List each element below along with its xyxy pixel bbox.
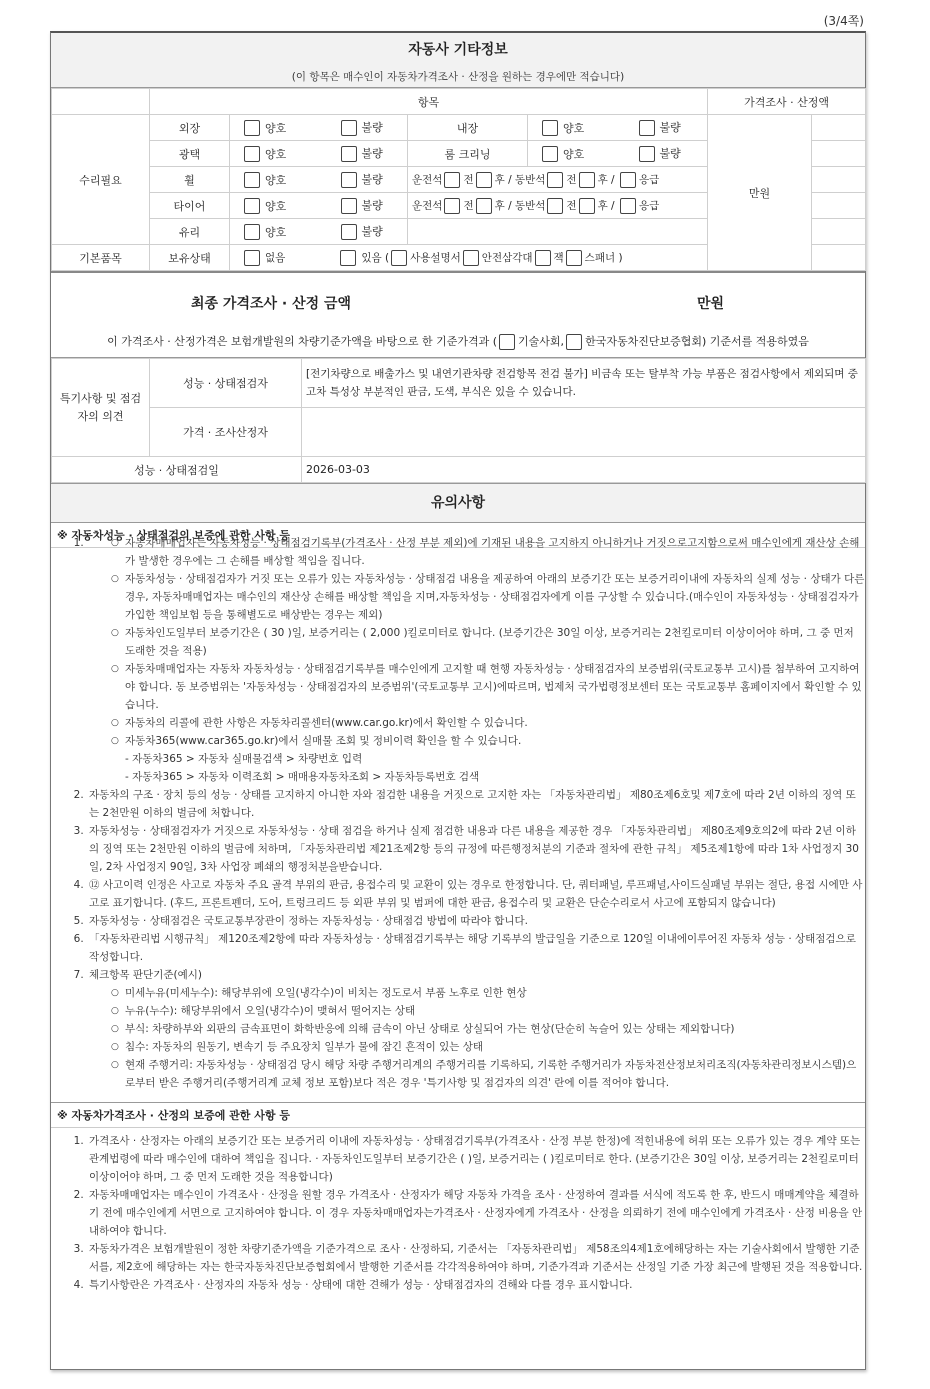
checkbox-tire-emergency[interactable] <box>620 198 636 214</box>
row-label-tire: 타이어 <box>150 193 230 219</box>
jack-label: 잭 <box>553 251 564 264</box>
section1-title: ※ 자동차성능 · 상태점검의 보증에 관한 사항 등 <box>51 523 865 548</box>
option-label: 양호 <box>265 122 287 135</box>
list-item: ○ 침수: 자동차의 원동기, 변속기 등 주요장치 일부가 물에 잠긴 흔적이 있는 상태 <box>113 1038 865 1056</box>
checkbox-exterior-bad[interactable] <box>341 120 357 136</box>
checkbox-interior-bad[interactable] <box>639 120 655 136</box>
tire-rear-label: 후 <box>494 199 505 212</box>
price-cell <box>812 141 866 167</box>
option-label: 불량 <box>361 121 383 134</box>
option-label: 불량 <box>361 199 383 212</box>
checkbox-cleaning-good[interactable] <box>542 146 558 162</box>
list-item: 3. 자동차가격은 보험개발원이 정한 차량기준가액을 기준가격으로 조사 · 산정하되, 기준서는 「자동차관리법」 제58조의4제1호에해당하는 자는 기술사회에서 발행한 기준서를, 제2호에 해당하는 자는 한국자동차진단보증협회에서 발행한 기준서를 각각적용하여야 하며, 기준가격과 기준서는 산정일 기준 가장 최근에 발행된 것을 적용합니다. <box>87 1240 865 1276</box>
checkbox-glass-bad[interactable] <box>341 224 357 240</box>
sub-list <box>89 984 865 1092</box>
checkbox-tire-passenger-front[interactable] <box>547 198 563 214</box>
row-label-wheel: 휠 <box>150 167 230 193</box>
option-label: 양호 <box>563 148 585 161</box>
final-price-note: 이 가격조사 · 산정가격은 보험개발원의 차량기준가액을 바탕으로 한 기준가격과 ( 기술사회, 한국자동차진단보증협회) 기준서를 적용하였음 <box>107 335 809 348</box>
price-cell <box>812 167 866 193</box>
list-item: 4. ⑫ 사고이력 인정은 사고로 자동차 주요 골격 부위의 판금, 용접수리 및 교환이 있는 경우로 한정합니다. 단, 쿼터패널, 루프패널,사이드실패널 부위는 절단, 용접 시에만 사고로 표기합니다. (후드, 프론트펜더, 도어, 트렁크리드 등 외판 부위 및 범퍼에 대한 판금, 용접수리 및 교환은 단순수리로서 사고에 포함되지 않습니다) <box>87 876 865 912</box>
list-item: 2. 자동차매매업자는 매수인이 가격조사 · 산정을 원할 경우 가격조사 · 산정자가 해당 자동차 가격을 조사 · 산정하여 결과를 서식에 적도록 한 후, 반드시 매매계약을 체결하기 전에 매수인에게 서면으로 고지하여야 합니다. 이 경우 자동차매매업자는가격조사 · 산정자에게 가격조사 · 산정을 의뢰하기 전에 매수인에게 가격조사 · 산정 비용을 안내하여야 합니다. <box>87 1186 865 1240</box>
list-item: 2. 자동차의 구조 · 장치 등의 성능 · 상태를 고지하지 아니한 자와 점검한 내용을 거짓으로 고지한 자는 「자동차관리법」 제80조제6호및 제7호에 따라 2년 이하의 징역 또는 2천만원 이하의 벌금에 처합니다. <box>87 786 865 822</box>
checkbox-jack[interactable] <box>535 250 551 266</box>
checkbox-exterior-good[interactable] <box>244 120 260 136</box>
tire-passenger-label: 동반석 <box>514 199 546 212</box>
section1-list <box>51 534 865 1092</box>
wheel-rear-label: 후 <box>494 173 505 186</box>
checkbox-wheel-driver-rear[interactable] <box>476 172 492 188</box>
checkbox-spanner[interactable] <box>566 250 582 266</box>
option-label: 불량 <box>361 173 383 186</box>
empty-cell <box>408 219 708 245</box>
option-label: 양호 <box>563 122 585 135</box>
section2-list <box>51 1132 865 1294</box>
repair-needed-label: 수리필요 <box>52 115 150 245</box>
sub-list <box>89 534 865 750</box>
checkbox-triangle[interactable] <box>463 250 479 266</box>
tire-front-label: 전 <box>463 199 474 212</box>
triangle-label: 안전삼각대 <box>481 251 533 264</box>
final-price-unit: 만원 <box>697 296 725 312</box>
row-label-exterior: 외장 <box>150 115 230 141</box>
tire-rear-label: 후 <box>597 199 608 212</box>
option-label: 불량 <box>659 147 681 160</box>
inspection-date-label: 성능 · 상태점검일 <box>52 457 302 483</box>
performance-inspector-label: 성능 · 상태점검자 <box>150 359 302 408</box>
list-item: ○ 자동차365(www.car365.go.kr)에서 실매물 조회 및 정비이력 확인을 할 수 있습니다. <box>113 732 865 750</box>
checkbox-tire-driver-rear[interactable] <box>476 198 492 214</box>
col-header-item: 항목 <box>150 89 708 115</box>
checkbox-glass-good[interactable] <box>244 224 260 240</box>
price-cell <box>812 115 866 141</box>
wheel-front-label: 전 <box>463 173 474 186</box>
final-price-title: 최종 가격조사 · 산정 금액 <box>191 296 352 312</box>
checkbox-interior-good[interactable] <box>542 120 558 136</box>
section2-body <box>51 1132 865 1294</box>
page-title: 자동사 기타정보 <box>408 42 508 58</box>
checkbox-wheel-passenger-front[interactable] <box>547 172 563 188</box>
opinion-table <box>51 358 866 483</box>
checkbox-wheel-bad[interactable] <box>341 172 357 188</box>
option-label: 불량 <box>361 147 383 160</box>
list-item: 4. 특기사항란은 가격조사 · 산정자의 자동차 성능 · 상태에 대한 견해가 성능 · 상태점검자의 견해와 다를 경우 표시합니다. <box>87 1276 865 1294</box>
checkbox-tire-good[interactable] <box>244 198 260 214</box>
price-cell <box>812 193 866 219</box>
document-sheet <box>50 31 866 1370</box>
price-unit: 만원 <box>708 115 812 271</box>
price-appraiser-label: 가격 · 조사산정자 <box>150 408 302 457</box>
item7-title: 체크항목 판단기준(예시) <box>89 969 202 981</box>
section2-title: ※ 자동차가격조사 · 산정의 보증에 관한 사항 등 <box>51 1103 865 1128</box>
checkbox-wheel-emergency[interactable] <box>620 172 636 188</box>
list-item <box>87 966 865 1092</box>
final-price-block <box>51 271 865 358</box>
checkbox-wheel-passenger-rear[interactable] <box>579 172 595 188</box>
checkbox-tire-bad[interactable] <box>341 198 357 214</box>
section1-body <box>51 534 865 1092</box>
checkbox-wheel-good[interactable] <box>244 172 260 188</box>
col-header-price: 가격조사 · 산정액 <box>708 89 866 115</box>
caution-title: 유의사항 <box>51 483 865 523</box>
page-subtitle: (이 항목은 매수인이 자동차가격조사 · 산정을 원하는 경우에만 적습니다) <box>291 71 625 83</box>
opinion-label: 특기사항 및 점검자의 의견 <box>52 359 150 457</box>
page-number: (3/4쪽) <box>823 14 864 28</box>
list-item: 5. 자동차성능 · 상태점검은 국토교통부장관이 정하는 자동차성능 · 상태점검 방법에 따라야 합니다. <box>87 912 865 930</box>
tire-driver-label: 운전석 <box>412 199 443 212</box>
possession-none-label: 없음 <box>265 252 286 264</box>
basic-items-label: 기본품목 <box>52 245 150 271</box>
section2 <box>51 1102 865 1294</box>
list-item: ○ 1. 자동차매매업자는 자동차성능 · 상태점검기록부(가격조사 · 산정 부분 제외)에 기재된 내용을 고지하지 아니하거나 거짓으로고지함으로써 매수인에게 재산상 손해가 발생한 경우에는 그 손해를 배상할 책임을 집니다. <box>113 534 865 570</box>
list-item: ○ 자동차매매업자는 자동차 자동차성능 · 상태점검기록부를 매수인에게 고지할 때 현행 자동차성능 · 상태점검자의 보증범위(국토교통부 고시)를 첨부하여 고지하여야 합니다. 동 보증범위는 '자동차성능 · 상태점검자의 보증범위'(국토교통부 고시)에따르며, 법제처 국가법령정보센터 또는 국토교통부 홈페이지에서 확인할 수 있습니다. <box>113 660 865 714</box>
possession-exists-label: 있음 ( <box>361 251 390 264</box>
row-label-polish: 광택 <box>150 141 230 167</box>
table-corner <box>52 89 150 115</box>
wheel-driver-label: 운전석 <box>412 173 443 186</box>
checkbox-wheel-driver-front[interactable] <box>444 172 460 188</box>
path-line: - 자동차365 > 자동차 이력조회 > 매매용자동차조회 > 자동차등록번호 검색 <box>125 771 480 783</box>
option-label: 양호 <box>265 200 287 213</box>
price-cell <box>812 245 866 271</box>
list-item: ○ 자동차의 리콜에 관한 사항은 자동차리콜센터(www.car.go.kr)에서 확인할 수 있습니다. <box>113 714 865 732</box>
list-item: 3. 자동차성능 · 상태점검자가 거짓으로 자동차성능 · 상태 점검을 하거나 실제 점검한 내용과 다른 내용을 제공한 경우 「자동차관리법」 제80조제9호의2에 따라 2년 이하의 징역 또는 2천만원 이하의 벌금에 처하며, 「자동차관리법 제21조제2항 등의 규정에 따른행정처분의 기준과 절차에 관한 규칙」 제5조제1항에 따라 1차 사업정지 30일, 2차 사업정지 90일, 3차 사업장 폐쇄의 행정처분을받습니다. <box>87 822 865 876</box>
list-item: ○ 부식: 차량하부와 외판의 금속표면이 화학반응에 의해 금속이 아닌 상태로 상실되어 가는 현상(단순히 녹슬어 있는 상태는 제외합니다) <box>113 1020 865 1038</box>
checkbox-possession-exists[interactable] <box>340 250 356 266</box>
checkbox-polish-bad[interactable] <box>341 146 357 162</box>
list-item: 1. 가격조사 · 산정자는 아래의 보증기간 또는 보증거리 이내에 자동차성능 · 상태점검기록부(가격조사 · 산정 부분 한정)에 적힌내용에 허위 또는 오류가 있는 경우 계약 또는 관계법령에 따라 매수인에 대하여 책임을 집니다. · 자동차인도일부터 보증기간은 ( )일, 보증거리는 ( )킬로미터로 한다. (보증기간은 30일 이상, 보증거리는 2천킬로미터 이상이어야 하며, 그 중 먼저 도래한 것을 적용합니다) <box>87 1132 865 1186</box>
option-label: 양호 <box>265 226 287 239</box>
list-item: ○ 미세누유(미세누수): 해당부위에 오일(냉각수)이 비치는 정도로서 부품 노후로 인한 현상 <box>113 984 865 1002</box>
path-line: - 자동차365 > 자동차 실매물검색 > 차량번호 입력 <box>125 753 363 765</box>
option-label: 불량 <box>361 225 383 238</box>
option-label: 양호 <box>265 148 287 161</box>
spanner-label: 스패너 ) <box>584 251 623 264</box>
list-item: ○ 현재 주행거리: 자동차성능 · 상태점검 당시 해당 차량 주행거리계의 주행거리를 기록하되, 기록한 주행거리가 자동차전산정보처리조직(자동차관리정보시스템)으로부터 받은 주행거리(주행거리계 교체 정보 포함)보다 적은 경우 '특기사항 및 점검자의 의견' 란에 이를 적어야 합니다. <box>113 1056 865 1092</box>
wheel-front-label: 전 <box>566 173 577 186</box>
checkbox-possession-none[interactable] <box>244 250 260 266</box>
list-item <box>87 534 865 786</box>
performance-inspector-text: [전기차량으로 배출가스 및 내연기관차량 전검항목 전검 불가] 비금속 또는 탈부착 가능 부품은 점검사항에서 제외되며 중고차 특성상 부분적인 판금, 도색, 부식은 있을 수 있습니다. <box>302 359 866 408</box>
row-label-glass: 유리 <box>150 219 230 245</box>
price-appraiser-text <box>302 408 866 457</box>
inspection-date-value: 2026-03-03 <box>302 457 866 483</box>
checkbox-engineers-society[interactable] <box>499 334 515 350</box>
row-label-room-cleaning: 룸 크리닝 <box>408 141 528 167</box>
checkbox-polish-good[interactable] <box>244 146 260 162</box>
checkbox-diagnosis-association[interactable] <box>566 334 582 350</box>
header-block <box>51 33 865 88</box>
checkbox-manual[interactable] <box>391 250 407 266</box>
checkbox-tire-driver-front[interactable] <box>444 198 460 214</box>
price-cell <box>812 219 866 245</box>
checkbox-tire-passenger-rear[interactable] <box>579 198 595 214</box>
list-item: 6. 「자동차관리법 시행규칙」 제120조제2항에 따라 자동차성능 · 상태점검기록부는 해당 기록부의 발급일을 기준으로 120일 이내에이루어진 자동차 성능 · 상태점검으로 작성합니다. <box>87 930 865 966</box>
tire-front-label: 전 <box>566 199 577 212</box>
list-item: ○ 누유(누수): 해당부위에서 오일(냉각수)이 맺혀서 떨어지는 상태 <box>113 1002 865 1020</box>
info-table: 항목 가격조사 · 산정액 수리필요 외장 양호 불량 내장 양호 불량 만원 광택 양호 불량 룸 크리닝 양호 불량 휠 양호 불량 운전석 전 후 / 동반석 전 후 / 응급 타이어 양호 불량 운전석 전 후 / 동반석 전 후 / 응급 유리 양호 불량 기본품목 보유상태 없음 있음 ( 사용설명서 안전삼각대 잭 스패너 ) <box>51 88 866 271</box>
checkbox-cleaning-bad[interactable] <box>639 146 655 162</box>
wheel-passenger-label: 동반석 <box>514 173 546 186</box>
possession-label: 보유상태 <box>150 245 230 271</box>
manual-label: 사용설명서 <box>410 251 461 264</box>
row-label-interior: 내장 <box>408 115 528 141</box>
option-label: 양호 <box>265 174 287 187</box>
list-item: ○ 자동차성능 · 상태점검자가 거짓 또는 오류가 있는 자동차성능 · 상태점검 내용을 제공하여 아래의 보증기간 또는 보증거리이내에 자동차의 실제 성능 · 상태가 다른 경우, 자동차매매업자는 매수인의 재산상 손해를 배상할 책임을 지며,자동차성능 · 상태점검자에게 이를 구상할 수 있습니다.(매수인이 자동차성능 · 상태점검자가 가입한 책임보험 등을 통해별도로 배상받는 경우는 제외) <box>113 570 865 624</box>
option-label: 불량 <box>659 121 681 134</box>
wheel-rear-label: 후 <box>597 173 608 186</box>
list-item: ○ 자동차인도일부터 보증기간은 ( 30 )일, 보증거리는 ( 2,000 )킬로미터로 합니다. (보증기간은 30일 이상, 보증거리는 2천킬로미터 이상이어야 하며, 그 중 먼저 도래한 것을 적용) <box>113 624 865 660</box>
